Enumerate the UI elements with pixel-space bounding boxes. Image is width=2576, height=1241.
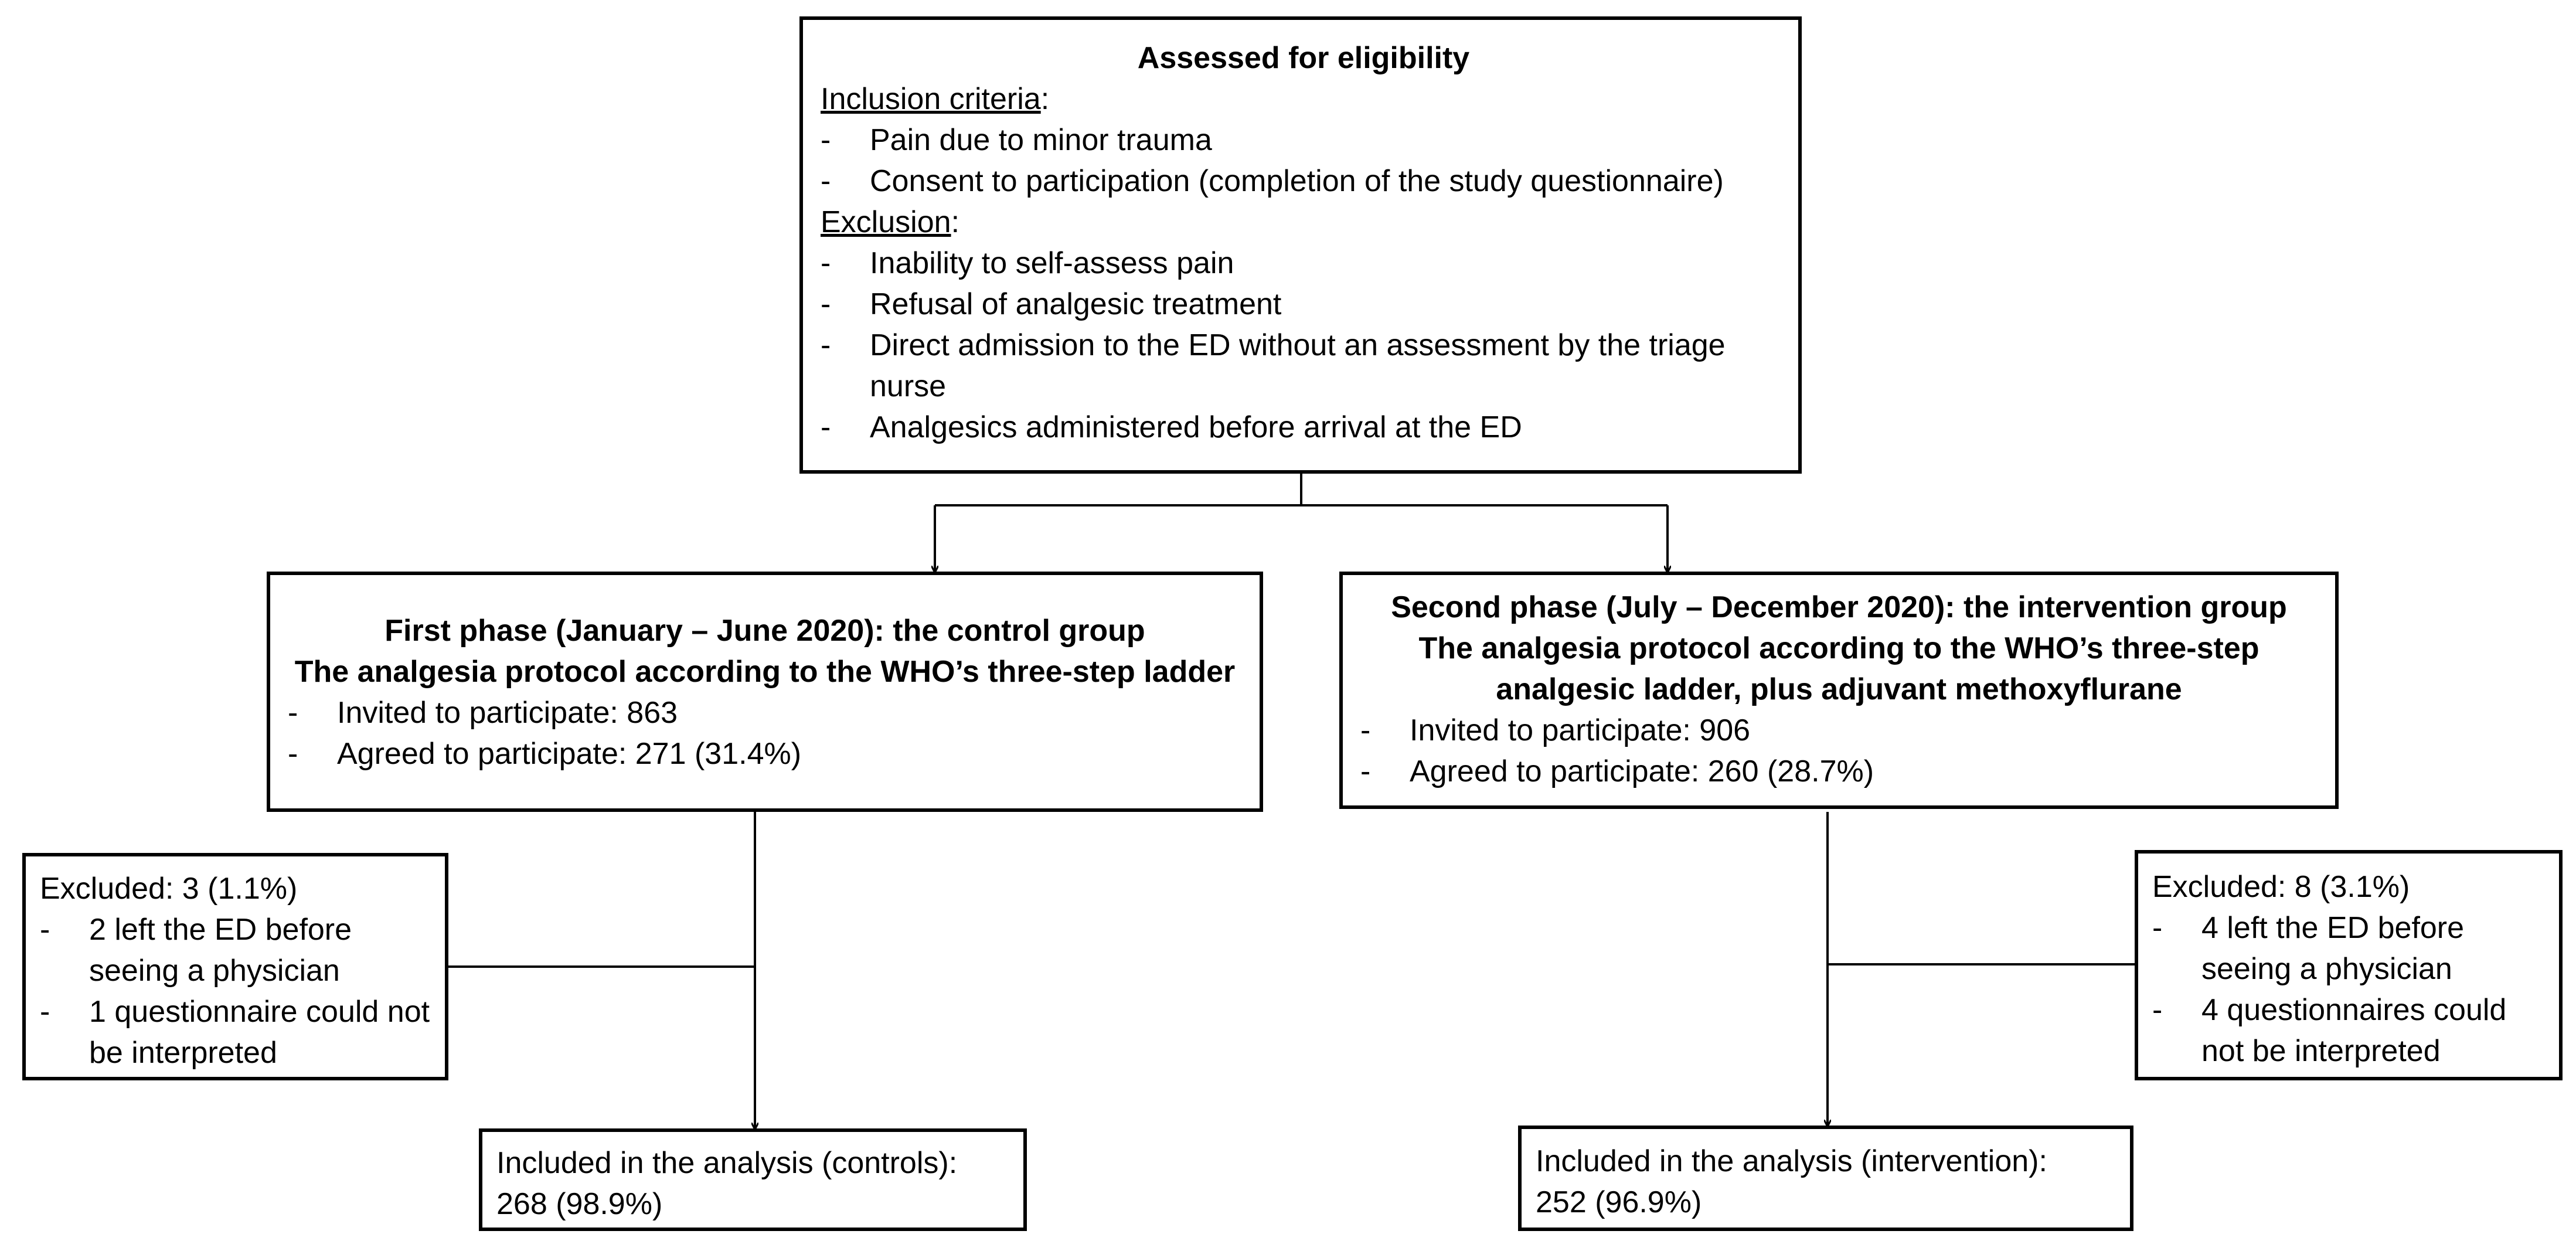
control-excluded-heading: Excluded: 3 (1.1%) bbox=[40, 872, 298, 906]
exclusion-heading: Exclusion: bbox=[821, 205, 960, 239]
control-phase-box bbox=[267, 572, 1263, 812]
control-included-box bbox=[479, 1128, 1027, 1231]
intervention-excluded-item: - 4 left the ED before seeing a physician bbox=[2152, 907, 2547, 990]
exclusion-list bbox=[821, 243, 1786, 448]
exclusion-item: - Refusal of analgesic treatment bbox=[821, 284, 1786, 325]
intervention-phase-list bbox=[1360, 710, 2318, 792]
eligibility-box bbox=[799, 16, 1802, 474]
intervention-excluded-heading: Excluded: 8 (3.1%) bbox=[2152, 870, 2410, 904]
inclusion-item: - Pain due to minor trauma bbox=[821, 120, 1786, 161]
intervention-phase-title: Second phase (July – December 2020): the intervention group bbox=[1391, 590, 2287, 624]
intervention-excluded-box bbox=[2135, 850, 2563, 1080]
exclusion-item: - Inability to self-assess pain bbox=[821, 243, 1786, 284]
control-phase-protocol: The analgesia protocol according to the WHO’s three-step ladder bbox=[294, 655, 1236, 689]
control-excluded-item: - 1 questionnaire could not be interpreted bbox=[40, 991, 433, 1073]
intervention-excluded-list bbox=[2152, 907, 2547, 1072]
control-excluded-item: - 2 left the ED before seeing a physician bbox=[40, 909, 433, 991]
inclusion-heading: Inclusion criteria: bbox=[821, 82, 1050, 116]
eligibility-title: Assessed for eligibility bbox=[1137, 41, 1470, 75]
intervention-invited: - Invited to participate: 906 bbox=[1360, 710, 2318, 751]
control-included-value: 268 (98.9%) bbox=[496, 1187, 663, 1221]
control-included-label: Included in the analysis (controls): bbox=[496, 1146, 958, 1180]
intervention-included-value: 252 (96.9%) bbox=[1536, 1185, 1702, 1219]
inclusion-list bbox=[821, 120, 1786, 202]
control-phase-title: First phase (January – June 2020): the control group bbox=[384, 614, 1145, 648]
control-excluded-list bbox=[40, 909, 433, 1073]
control-excluded-box bbox=[22, 853, 448, 1080]
intervention-included-label: Included in the analysis (intervention): bbox=[1536, 1144, 2047, 1178]
control-invited: - Invited to participate: 863 bbox=[288, 692, 1242, 733]
control-agreed: - Agreed to participate: 271 (31.4%) bbox=[288, 733, 1242, 774]
intervention-excluded-item: - 4 questionnaires could not be interpreted bbox=[2152, 990, 2547, 1072]
exclusion-item: - Direct admission to the ED without an assessment by the triage nurse bbox=[821, 325, 1786, 407]
control-phase-list bbox=[288, 692, 1242, 774]
intervention-phase-box bbox=[1339, 572, 2339, 809]
intervention-phase-protocol: The analgesia protocol according to the WHO’s three-step analgesic ladder, plus adjuvant methoxyflurane bbox=[1418, 631, 2259, 706]
intervention-included-box bbox=[1518, 1126, 2133, 1231]
exclusion-item: - Analgesics administered before arrival at the ED bbox=[821, 407, 1786, 448]
intervention-agreed: - Agreed to participate: 260 (28.7%) bbox=[1360, 751, 2318, 792]
inclusion-item: - Consent to participation (completion of the study questionnaire) bbox=[821, 161, 1786, 202]
